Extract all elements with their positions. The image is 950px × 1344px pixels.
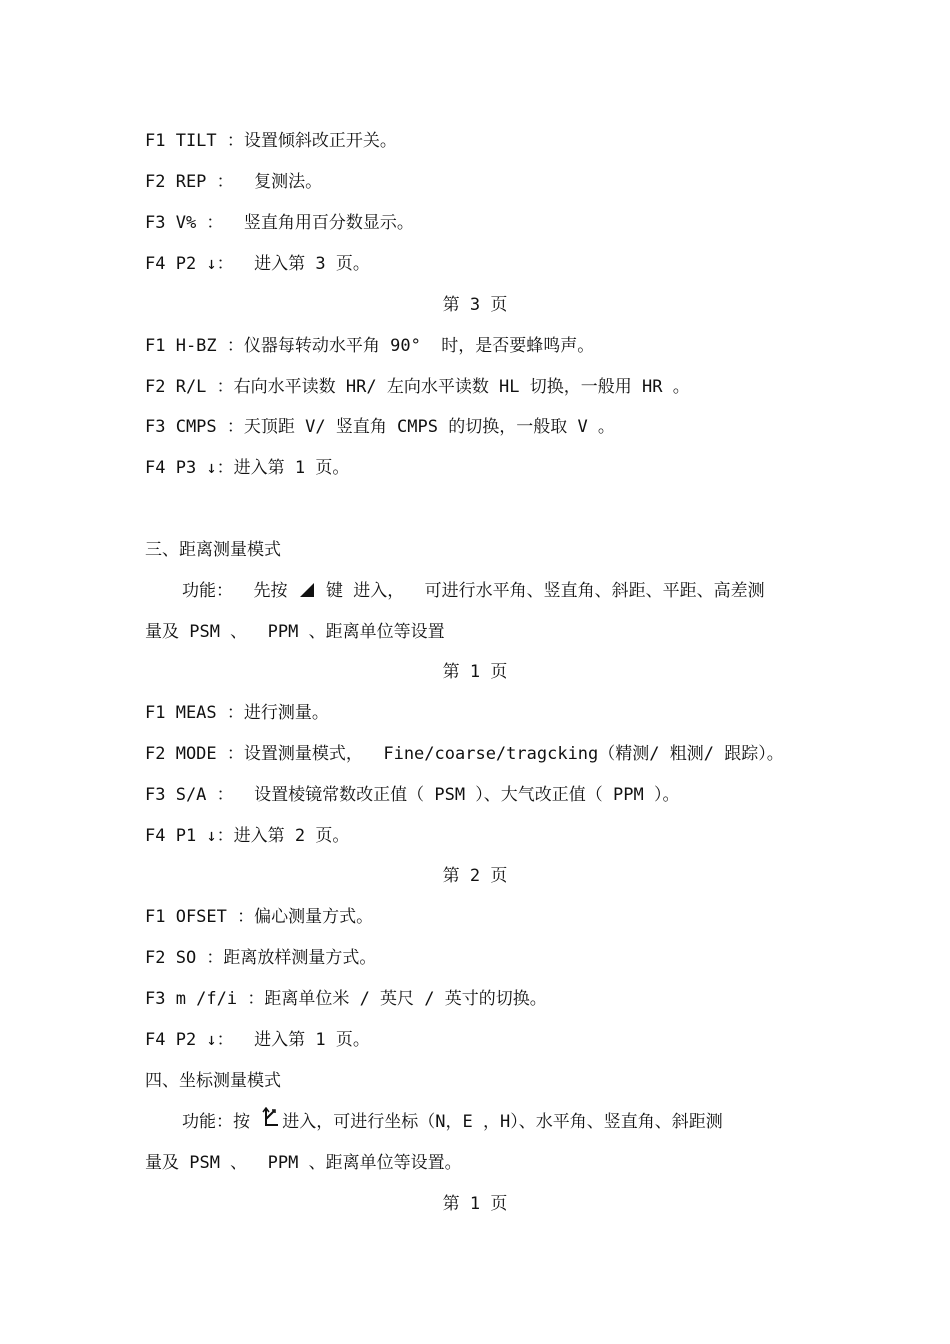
page-heading: 第 1 页 xyxy=(442,662,508,682)
text-line: F4 P1 ↓：进入第 2 页。 xyxy=(145,826,350,846)
text-line: F2 SO ：距离放样测量方式。 xyxy=(145,948,377,968)
triangle-icon xyxy=(300,583,314,597)
text-fragment: 进入，可进行坐标（N，E ，H）、水平角、竖直角、斜距测 xyxy=(282,1112,723,1132)
text-fragment: 功能： 先按 xyxy=(182,581,298,601)
text-line: 量及 PSM 、 PPM 、距离单位等设置 xyxy=(145,622,445,642)
page-heading: 第 3 页 xyxy=(442,295,508,315)
text-line: F3 S/A ： 设置棱镜常数改正值（ PSM ）、大气改正值（ PPM ）。 xyxy=(145,785,680,805)
text-line: 量及 PSM 、 PPM 、距离单位等设置。 xyxy=(145,1153,462,1173)
text-line: F3 V% ： 竖直角用百分数显示。 xyxy=(145,213,414,233)
text-line: F1 TILT ：设置倾斜改正开关。 xyxy=(145,131,397,151)
text-line xyxy=(182,1107,862,1135)
text-fragment: 功能：按 xyxy=(182,1112,261,1132)
text-line: F4 P2 ↓： 进入第 3 页。 xyxy=(145,254,370,274)
text-line xyxy=(182,580,862,602)
text-line: F2 MODE ：设置测量模式， Fine/coarse/tragcking（精测/ 粗测/ 跟踪）。 xyxy=(145,744,784,764)
text-line: F3 CMPS ：天顶距 V/ 竖直角 CMPS 的切换，一般取 V 。 xyxy=(145,417,615,437)
text-line: F1 OFSET ：偏心测量方式。 xyxy=(145,907,374,927)
page-heading: 第 1 页 xyxy=(442,1194,508,1214)
text-line: F4 P3 ↓：进入第 1 页。 xyxy=(145,458,350,478)
text-line: F2 R/L ：右向水平读数 HR/ 左向水平读数 HL 切换，一般用 HR 。 xyxy=(145,377,690,397)
page-heading: 第 2 页 xyxy=(442,866,508,886)
text-line: F3 m /f/i ：距离单位米 / 英尺 / 英寸的切换。 xyxy=(145,989,547,1009)
coordinate-axes-icon xyxy=(262,1107,280,1135)
text-fragment: 键 进入， 可进行水平角、竖直角、斜距、平距、高差测 xyxy=(315,581,765,601)
text-line: F2 REP ： 复测法。 xyxy=(145,172,323,192)
text-line: F1 H-BZ ：仪器每转动水平角 90° 时，是否要蜂鸣声。 xyxy=(145,336,595,356)
section-heading: 三、距离测量模式 xyxy=(145,540,281,560)
section-heading: 四、坐标测量模式 xyxy=(145,1071,281,1091)
text-line: F1 MEAS ：进行测量。 xyxy=(145,703,329,723)
text-line: F4 P2 ↓： 进入第 1 页。 xyxy=(145,1030,370,1050)
